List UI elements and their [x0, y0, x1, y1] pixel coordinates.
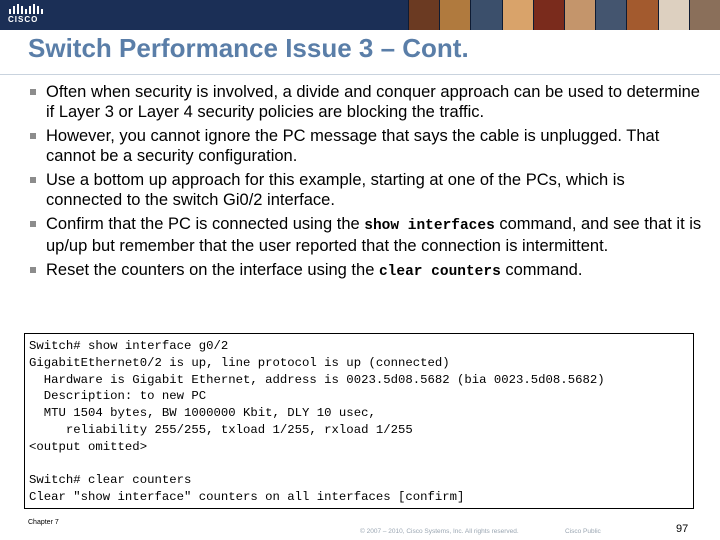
cli-line	[29, 456, 689, 473]
cli-line: Hardware is Gigabit Ethernet, address is 0023.5d08.5682 (bia 0023.5d08.5682)	[29, 372, 605, 387]
bullet-item	[30, 126, 702, 166]
cisco-bars-icon	[8, 4, 44, 14]
cli-output-box	[24, 333, 694, 509]
cli-line: Switch# clear counters	[29, 473, 192, 488]
people-photo	[439, 0, 470, 30]
classification-label: Cisco Public	[565, 528, 601, 535]
inline-command: clear counters	[378, 264, 501, 280]
copyright-notice: © 2007 – 2010, Cisco Systems, Inc. All rights reserved.	[360, 528, 519, 535]
cli-line: <output omitted>	[29, 439, 148, 454]
bullet-text: Confirm that the PC is connected using the	[46, 215, 365, 233]
people-photo	[658, 0, 689, 30]
title-divider	[0, 74, 720, 75]
chapter-label: Chapter 7	[28, 519, 59, 526]
square-bullet-icon	[30, 177, 36, 183]
cli-line: Description: to new PC	[29, 389, 207, 404]
people-photo-strip	[408, 0, 720, 30]
cli-line: GigabitEthernet0/2 is up, line protocol is up (connected)	[29, 355, 450, 370]
bullet-text: command.	[500, 261, 583, 279]
cisco-logo	[8, 4, 48, 26]
bullet-text: Often when security is involved, a divide and conquer approach can be used to determine if Layer 3 or Layer 4 security policies are blocking the traffic.	[46, 83, 700, 121]
cli-line: reliability 255/255, txload 1/255, rxload 1/255	[29, 422, 413, 437]
square-bullet-icon	[30, 221, 36, 227]
bullet-item	[30, 82, 702, 122]
slide-header	[0, 0, 720, 30]
people-photo	[408, 0, 439, 30]
page-number: 97	[676, 523, 689, 535]
bullet-text: Use a bottom up approach for this example, starting at one of the PCs, which is connected to the switch Gi0/2 interface.	[46, 171, 625, 209]
bullet-item	[30, 214, 702, 256]
people-photo	[626, 0, 657, 30]
people-photo	[502, 0, 533, 30]
bullet-text: Reset the counters on the interface using the	[46, 261, 379, 279]
square-bullet-icon	[30, 133, 36, 139]
bullet-list	[30, 82, 702, 286]
square-bullet-icon	[30, 267, 36, 273]
slide-title: Switch Performance Issue 3 – Cont.	[28, 33, 469, 63]
cisco-wordmark: CISCO	[8, 15, 39, 24]
cli-line: Clear "show interface" counters on all interfaces [confirm]	[29, 490, 465, 505]
people-photo	[595, 0, 626, 30]
cli-line: Switch# show interface g0/2	[29, 339, 229, 353]
bullet-item	[30, 170, 702, 210]
cli-line: MTU 1504 bytes, BW 1000000 Kbit, DLY 10 usec,	[29, 406, 376, 421]
people-photo	[564, 0, 595, 30]
bullet-item	[30, 260, 702, 282]
bullet-text: However, you cannot ignore the PC message that says the cable is unplugged. That cannot be a security configuration.	[46, 127, 660, 165]
square-bullet-icon	[30, 89, 36, 95]
people-photo	[689, 0, 720, 30]
people-photo	[470, 0, 501, 30]
bullet-text: command, and see that it is up/up but remember that the user reported that the connection is intermittent.	[46, 215, 702, 255]
inline-command: show interfaces	[364, 218, 495, 234]
people-photo	[533, 0, 564, 30]
